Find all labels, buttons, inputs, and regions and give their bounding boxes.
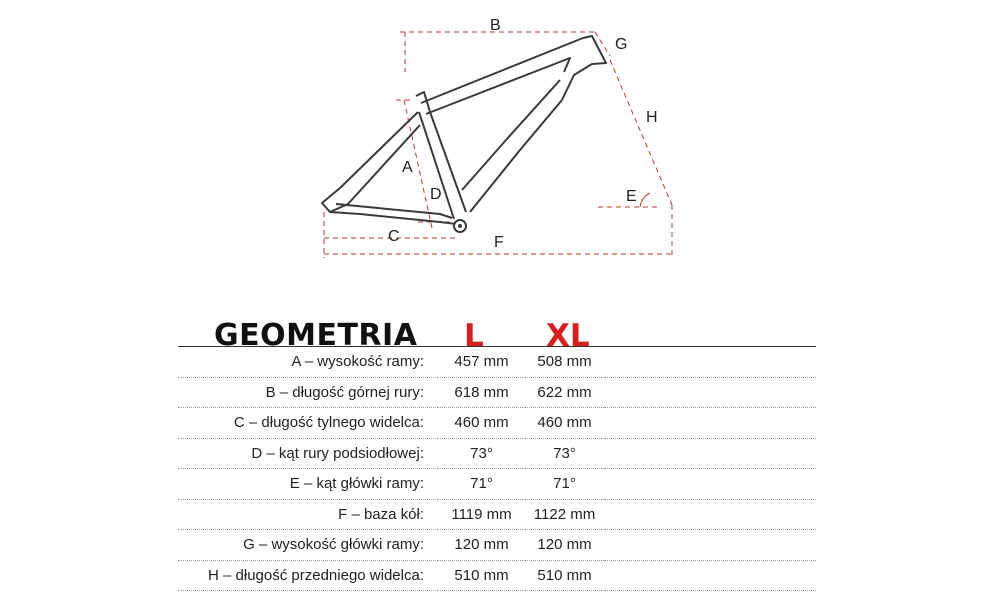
param-label: F – baza kół:	[178, 499, 438, 530]
param-label: E – kąt główki ramy:	[178, 469, 438, 500]
dim-label-d: D	[430, 186, 442, 203]
param-label: A – wysokość ramy:	[178, 347, 438, 377]
value-xl: 73°	[525, 438, 604, 469]
row-spacer	[604, 499, 816, 530]
value-xl: 508 mm	[525, 347, 604, 377]
size-header-xl: XL	[546, 318, 590, 354]
value-l: 457 mm	[438, 347, 525, 377]
table-row	[178, 347, 816, 377]
value-l: 71°	[438, 469, 525, 500]
value-xl: 120 mm	[525, 530, 604, 561]
table-row	[178, 377, 816, 408]
table-row	[178, 499, 816, 530]
frame-outline	[322, 36, 606, 224]
dim-label-e: E	[626, 188, 637, 205]
row-spacer	[604, 408, 816, 439]
size-header-l: L	[464, 318, 484, 354]
param-label: B – długość górnej rury:	[178, 377, 438, 408]
dim-label-a: A	[402, 159, 413, 176]
row-spacer	[604, 530, 816, 561]
value-xl: 1122 mm	[525, 499, 604, 530]
table-row	[178, 560, 816, 591]
table-row	[178, 408, 816, 439]
geometry-table	[178, 347, 816, 591]
dim-line-h	[610, 60, 672, 205]
row-spacer	[604, 438, 816, 469]
value-l: 510 mm	[438, 560, 525, 591]
value-xl: 622 mm	[525, 377, 604, 408]
geometry-title: GEOMETRIA	[214, 318, 418, 353]
dim-label-f: F	[494, 234, 504, 251]
row-spacer	[604, 377, 816, 408]
param-label: C – długość tylnego widelca:	[178, 408, 438, 439]
table-row	[178, 469, 816, 500]
value-xl: 71°	[525, 469, 604, 500]
dim-label-h: H	[646, 109, 658, 126]
dimension-lines	[324, 32, 672, 258]
value-xl: 510 mm	[525, 560, 604, 591]
param-label: G – wysokość główki ramy:	[178, 530, 438, 561]
row-spacer	[604, 560, 816, 591]
param-label: H – długość przedniego widelca:	[178, 560, 438, 591]
value-l: 460 mm	[438, 408, 525, 439]
value-l: 73°	[438, 438, 525, 469]
table-row	[178, 530, 816, 561]
table-row	[178, 438, 816, 469]
value-l: 1119 mm	[438, 499, 525, 530]
row-spacer	[604, 347, 816, 377]
param-label: D – kąt rury podsiodłowej:	[178, 438, 438, 469]
dim-label-g: G	[615, 36, 628, 53]
row-spacer	[604, 469, 816, 500]
dim-label-c: C	[388, 228, 400, 245]
value-xl: 460 mm	[525, 408, 604, 439]
head-angle-arc	[640, 193, 650, 207]
value-l: 618 mm	[438, 377, 525, 408]
dim-label-b: B	[490, 17, 501, 34]
value-l: 120 mm	[438, 530, 525, 561]
